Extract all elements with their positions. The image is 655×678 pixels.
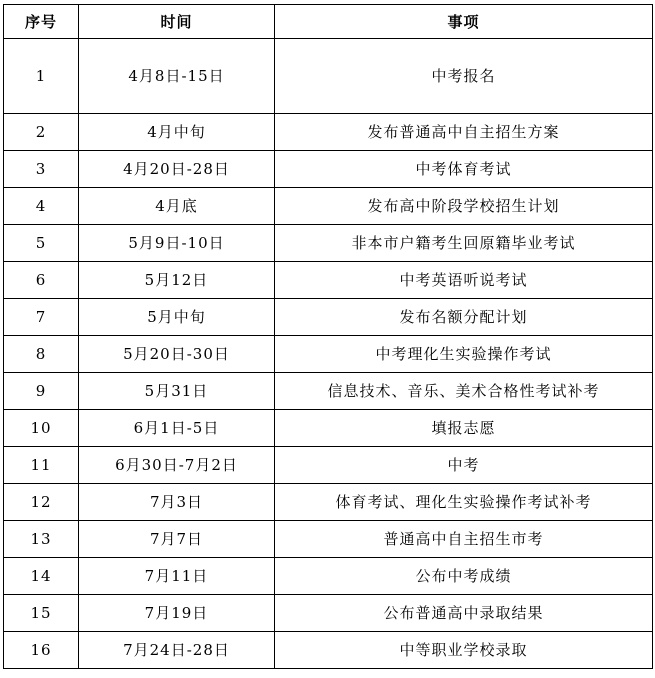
cell-serial-number: 11 [4,447,79,484]
cell-item: 中考英语听说考试 [275,262,653,299]
cell-item: 普通高中自主招生市考 [275,521,653,558]
cell-serial-number: 6 [4,262,79,299]
table-row [4,262,653,299]
cell-item: 发布高中阶段学校招生计划 [275,188,653,225]
table-row [4,632,653,669]
header-time: 时间 [79,5,275,39]
cell-serial-number: 15 [4,595,79,632]
cell-item: 中等职业学校录取 [275,632,653,669]
cell-item: 发布普通高中自主招生方案 [275,114,653,151]
cell-time: 6月30日-7月2日 [79,447,275,484]
table-row [4,410,653,447]
cell-item: 中考理化生实验操作考试 [275,336,653,373]
cell-item: 中考体育考试 [275,151,653,188]
cell-item: 非本市户籍考生回原籍毕业考试 [275,225,653,262]
cell-time: 6月1日-5日 [79,410,275,447]
cell-serial-number: 12 [4,484,79,521]
cell-time: 5月12日 [79,262,275,299]
cell-serial-number: 9 [4,373,79,410]
cell-time: 7月7日 [79,521,275,558]
table-row [4,336,653,373]
cell-time: 7月3日 [79,484,275,521]
table-row [4,151,653,188]
cell-time: 4月20日-28日 [79,151,275,188]
cell-time: 4月底 [79,188,275,225]
cell-serial-number: 14 [4,558,79,595]
cell-item: 公布普通高中录取结果 [275,595,653,632]
table-header-row [4,5,653,39]
cell-serial-number: 16 [4,632,79,669]
cell-time: 7月11日 [79,558,275,595]
cell-serial-number: 1 [4,39,79,114]
table-row [4,595,653,632]
cell-item: 中考 [275,447,653,484]
cell-time: 4月中旬 [79,114,275,151]
cell-item: 信息技术、音乐、美术合格性考试补考 [275,373,653,410]
cell-time: 5月31日 [79,373,275,410]
table-row [4,225,653,262]
cell-time: 5月9日-10日 [79,225,275,262]
table-row [4,447,653,484]
table-body [4,39,653,669]
cell-time: 7月24日-28日 [79,632,275,669]
table-row [4,373,653,410]
cell-item: 发布名额分配计划 [275,299,653,336]
cell-time: 4月8日-15日 [79,39,275,114]
cell-item: 体育考试、理化生实验操作考试补考 [275,484,653,521]
cell-serial-number: 4 [4,188,79,225]
header-item: 事项 [275,5,653,39]
cell-item: 公布中考成绩 [275,558,653,595]
table-row [4,188,653,225]
cell-serial-number: 8 [4,336,79,373]
cell-item: 中考报名 [275,39,653,114]
header-serial-number: 序号 [4,5,79,39]
cell-time: 7月19日 [79,595,275,632]
table-row [4,39,653,114]
schedule-table [3,4,653,669]
cell-serial-number: 5 [4,225,79,262]
cell-item: 填报志愿 [275,410,653,447]
cell-serial-number: 10 [4,410,79,447]
table-row [4,558,653,595]
cell-serial-number: 3 [4,151,79,188]
table-row [4,299,653,336]
table-row [4,484,653,521]
cell-serial-number: 2 [4,114,79,151]
cell-time: 5月中旬 [79,299,275,336]
cell-time: 5月20日-30日 [79,336,275,373]
table-row [4,521,653,558]
cell-serial-number: 7 [4,299,79,336]
cell-serial-number: 13 [4,521,79,558]
table-row [4,114,653,151]
